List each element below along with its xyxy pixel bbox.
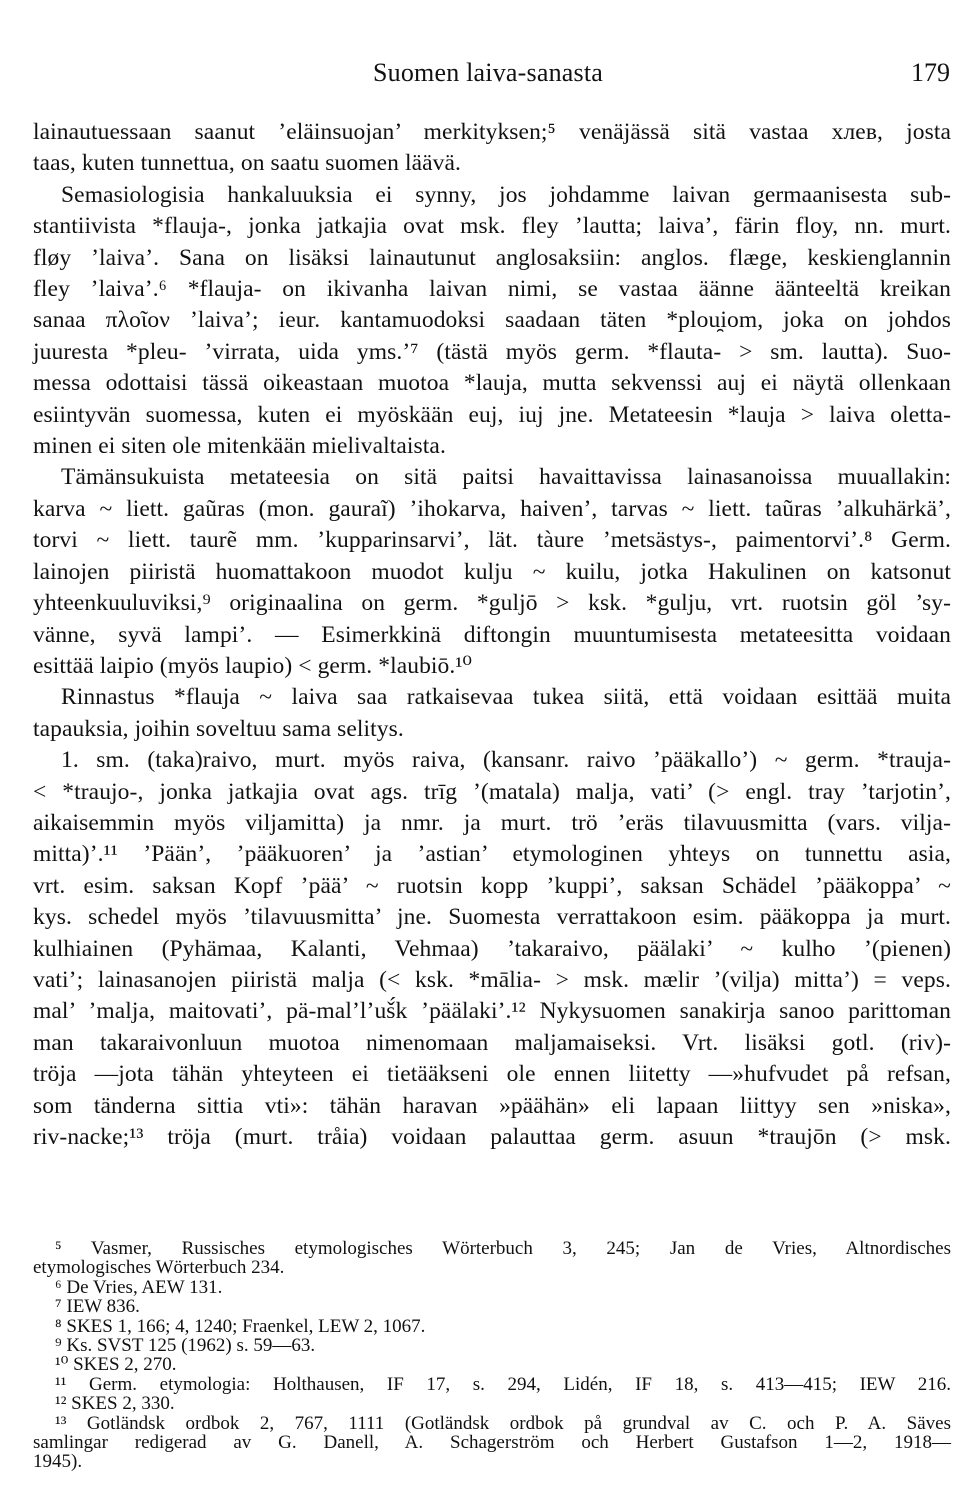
body-line: vati’; lainasanojen piiristä malja (< ksk. *mālia- > msk. mælir ’(vilja) mitta’) = veps. [33, 966, 951, 993]
body-line: tapauksia, joihin soveltuu sama selitys. [33, 715, 404, 742]
page-number: 179 [911, 58, 950, 87]
footnotes [33, 1239, 951, 1472]
body-line: mitta)’.¹¹ ’Pään’, ’pääkuoren’ ja ’astian’ etymologinen yhteys on tunnettu asia, [33, 841, 951, 868]
page-header [0, 52, 960, 92]
body-line: som tänderna sittia vti»: tähän haravan »päähän» eli lapaan liittyy sen »niska», [33, 1092, 951, 1119]
body-text [33, 117, 951, 1153]
body-line: 1. sm. (taka)raivo, murt. myös raiva, (kansanr. raivo ’pääkallo’) ~ germ. *trauja- [61, 747, 951, 774]
body-line: lainojen piiristä huomattakoon muodot kulju ~ kuilu, jotka Hakulinen on katsonut [33, 558, 951, 585]
body-line: fley ’laiva’.⁶ *flauja- on ikivanha laivan nimi, se vastaa äänne äänteeltä kreikan [33, 276, 951, 303]
body-line: esiintyvän suomessa, kuten ei myöskään euj, iuj jne. Metateesin *lauja > laiva oletta- [33, 401, 951, 428]
body-line: Rinnastus *flauja ~ laiva saa ratkaisevaa tukea siitä, että voidaan esittää muita [61, 684, 951, 711]
body-line: juuresta *pleu- ’virrata, uida yms.’⁷ (tästä myös germ. *flauta- > sm. lautta). Suo- [33, 338, 951, 365]
body-line: Tämänsukuista metateesia on sitä paitsi havaittavissa lainasanoissa muuallakin: [61, 464, 951, 491]
footnote-line: ¹³ Gotländsk ordbok 2, 767, 1111 (Gotländsk ordbok på grundval av C. och P. A. Säves [55, 1412, 951, 1434]
body-line: man takaraivonluun muotoa nimenomaan maljamaiseksi. Vrt. lisäksi gotl. (riv)- [33, 1029, 951, 1056]
body-line: minen ei siten ole mitenkään mielivaltaista. [33, 433, 446, 460]
body-line: vänne, syvä lampi’. — Esimerkkinä diftongin muuntumisesta metateesitta voidaan [33, 621, 951, 648]
body-line: Semasiologisia hankaluuksia ei synny, jos johdamme laivan germaanisesta sub- [61, 181, 951, 208]
footnote-line: ¹¹ Germ. etymologia: Holthausen, IF 17, s. 294, Lidén, IF 18, s. 413—415; IEW 216. [55, 1373, 951, 1395]
footnote-line: ⁹ Ks. SVST 125 (1962) s. 59—63. [55, 1335, 316, 1357]
body-line: esittää laipio (myös laupio) < germ. *laubiō.¹⁰ [33, 652, 473, 679]
footnote-line: samlingar redigerad av G. Danell, A. Schagerström och Herbert Gustafson 1—2, 1918— [33, 1432, 951, 1454]
body-line: tröja —jota tähän yhteyteen ei tietääkseni ole ennen liitetty —»hufvudet på refsan, [33, 1061, 951, 1088]
body-line: fløy ’laiva’. Sana on lisäksi lainautunut anglosaksiin: anglos. flæge, keskienglannin [33, 244, 951, 271]
body-line: messa odottaisi tässä oikeastaan muotoa *lauja, mutta sekvenssi auj ei näytä ollenkaan [33, 370, 951, 397]
footnote-line: ¹² SKES 2, 330. [55, 1393, 175, 1415]
footnote-line: ¹⁰ SKES 2, 270. [55, 1354, 177, 1376]
body-line: < *traujo-, jonka jatkajia ovat ags. trīg ’(matala) malja, vati’ (> engl. tray ’tarjotin’, [33, 778, 951, 805]
body-line: kys. schedel myös ’tilavuusmitta’ jne. Suomesta verrattakoon esim. pääkoppa ja murt. [33, 904, 951, 931]
body-line: sanaa πλοῖον ’laiva’; ieur. kantamuodoksi saadaan täten *plou̯iom, joka on johdos [33, 307, 951, 334]
body-line: stantiivista *flauja-, jonka jatkajia ovat msk. fley ’lautta; laiva’, färin floy, nn. murt. [33, 213, 951, 240]
body-line: taas, kuten tunnettua, on saatu suomen läävä. [33, 150, 462, 177]
body-line: vrt. esim. saksan Kopf ’pää’ ~ ruotsin kopp ’kuppi’, saksan Schädel ’pääkoppa’ ~ [33, 872, 951, 899]
footnote-line: ⁵ Vasmer, Russisches etymologisches Wörterbuch 3, 245; Jan de Vries, Altnordisches [55, 1238, 951, 1259]
body-line: riv-nacke;¹³ tröja (murt. tråia) voidaan palauttaa germ. asuun *traujōn (> msk. [33, 1124, 951, 1150]
body-line: mal’ ’malja, maitovati’, pä-mal’l’uš́k ’päälaki’.¹² Nykysuomen sanakirja sanoo parittoman [33, 998, 951, 1025]
body-line: torvi ~ liett. taurẽ mm. ’kupparinsarvi’, lät. tàure ’metsästys-, paimentorvi’.⁸ Germ. [33, 527, 951, 554]
running-title: Suomen laiva-sanasta [373, 58, 603, 87]
body-line: aikaisemmin myös viljamitta) ja nmr. ja murt. trö ’eräs tilavuusmitta (vars. vilja- [33, 809, 951, 836]
body-line: karva ~ liett. gaũras (mon. gauraĩ) ’ihokarva, haiven’, tarvas ~ liett. taũras ’alkuhärkä’, [33, 495, 951, 522]
body-line: kulhiainen (Pyhämaa, Kalanti, Vehmaa) ’takaraivo, päälaki’ ~ kulho ’(pienen) [33, 935, 951, 962]
body-line: lainautuessaan saanut ’eläinsuojan’ merkityksen;⁵ venäjässä sitä vastaa хлев, josta [33, 119, 951, 145]
footnote-line: ⁸ SKES 1, 166; 4, 1240; Fraenkel, LEW 2, 1067. [55, 1315, 426, 1337]
footnote-line: ⁷ IEW 836. [55, 1296, 140, 1318]
footnote-line: 1945). [33, 1451, 83, 1473]
footnote-line: etymologisches Wörterbuch 234. [33, 1257, 285, 1279]
footnote-line: ⁶ De Vries, AEW 131. [55, 1276, 223, 1298]
body-line: yhteenkuuluviksi,⁹ originaalina on germ. *guljō > ksk. *gulju, vrt. ruotsin göl ’sy- [33, 590, 951, 617]
